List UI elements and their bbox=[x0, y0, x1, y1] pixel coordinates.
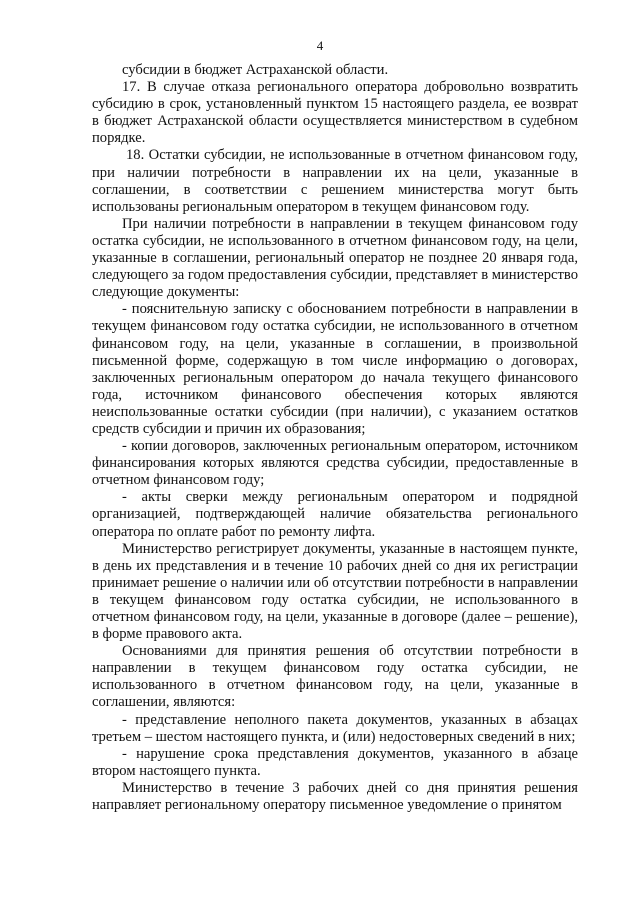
paragraph-notification: Министерство в течение 3 рабочих дней со дня принятия решения направляет региональному оператору письменное уведомление о принятом bbox=[92, 779, 578, 814]
list-item-explanatory-note: - пояснительную записку с обоснованием потребности в направлении в текущем финансовом году остатка субсидии, не использованного в отчетном финансовом году, на цели, указанные в соглашении, в произвольной письменной форме, содержащую в том числе информацию о договорах, заключенных региональным оператором до начала текущего финансового года, источником финансового обеспечения которых являются неиспользованные остатки субсидии (при наличии), с указанием остатков средств субсидии и причин их образования; bbox=[92, 301, 578, 437]
paragraph-remainder-request: При наличии потребности в направлении в текущем финансовом году остатка субсидии, не использованного в отчетном финансовом году, на цели, указанные в соглашении, региональный оператор не позднее 20 января года, следующего за годом предоставления субсидии, представляет в министерство следующие документы: bbox=[92, 215, 578, 301]
paragraph-ministry-registration: Министерство регистрирует документы, указанные в настоящем пункте, в день их представления и в течение 10 рабочих дней со дня их регистрации принимает решение о наличии или об отсутствии потребности в направлении в текущем финансовом году остатка субсидии, не использованного в отчетном финансовом году, на цели, указанные в договоре (далее – решение), в форме правового акта. bbox=[92, 540, 578, 643]
paragraph-decision-grounds: Основаниями для принятия решения об отсутствии потребности в направлении в текущем финансовом году остатка субсидии, не использованного в отчетном финансовом году, на цели, указанные в соглашении, являются: bbox=[92, 643, 578, 711]
paragraph-item-18: 18. Остатки субсидии, не использованные в отчетном финансовом году, при наличии потребности в направлении их на цели, указанные в соглашении, в соответствии с решением министерства могут быть использованы региональным оператором в текущем финансовом году. bbox=[92, 147, 578, 215]
paragraph-item-17: 17. В случае отказа регионального оператора добровольно возвратить субсидию в срок, установленный пунктом 15 настоящего раздела, ее возврат в бюджет Астраханской области осуществляется министерством в судебном порядке. bbox=[92, 79, 578, 147]
paragraph-continuation: субсидии в бюджет Астраханской области. bbox=[122, 62, 389, 78]
list-item-contract-copies: - копии договоров, заключенных региональным оператором, источником финансирования которых являются средства субсидии, предоставленные в отчетном финансовом году; bbox=[92, 438, 578, 489]
document-body bbox=[92, 62, 578, 814]
list-item-deadline-violation: - нарушение срока представления документов, указанного в абзаце втором настоящего пункта. bbox=[92, 745, 578, 779]
page-number: 4 bbox=[316, 38, 324, 53]
list-item-reconciliation-acts: - акты сверки между региональным оператором и подрядной организацией, подтверждающей наличие обязательства регионального оператора по оплате работ по ремонту лифта. bbox=[92, 489, 578, 540]
list-item-incomplete-package: - представление неполного пакета документов, указанных в абзацах третьем – шестом настоящего пункта, и (или) недостоверных сведений в них; bbox=[92, 711, 578, 745]
